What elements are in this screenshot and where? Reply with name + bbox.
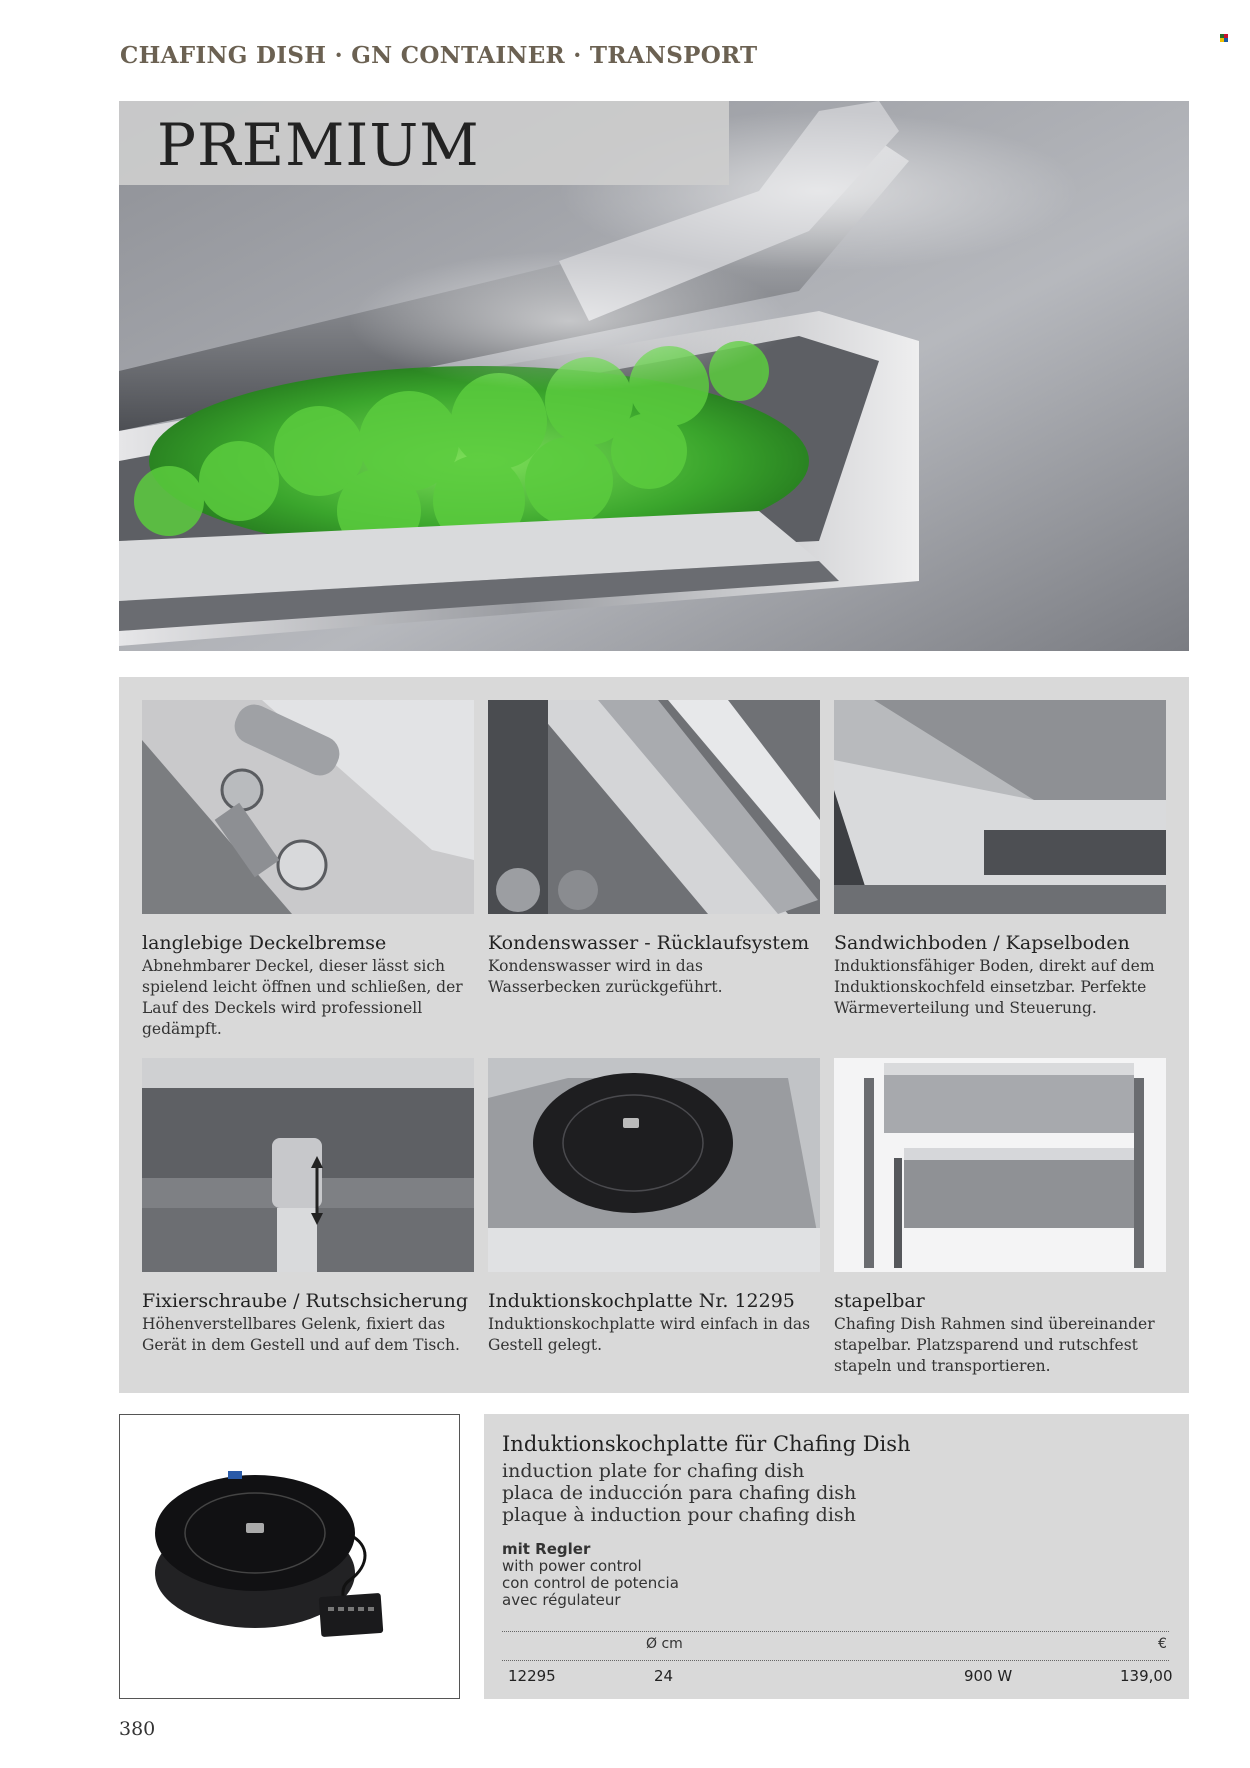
lid-brake-photo [142, 700, 474, 914]
sandwich-base-photo [834, 700, 1166, 914]
feature-title: langlebige Deckelbremse [142, 932, 387, 954]
feature-card-lid-brake [142, 700, 474, 1040]
fixing-screw-photo [142, 1058, 474, 1272]
table-header-price: € [1158, 1636, 1167, 1652]
table-cell-diameter: 24 [654, 1667, 674, 1685]
feature-description: Abnehmbarer Deckel, dieser lässt sich spielend leicht öffnen und schließen, der Lauf des Deckels wird professionell gedämpft. [142, 957, 463, 1038]
feature-card-condensate [488, 700, 820, 998]
feature-description: Induktionskochplatte wird einfach in das Gestell gelegt. [488, 1315, 811, 1354]
option-es: con control de potencia [502, 1574, 679, 1592]
feature-card-sandwich-base [834, 700, 1166, 1019]
product-title: Induktionskochplatte für Chafing Dish [502, 1432, 911, 1456]
feature-description: Kondenswasser wird in das Wasserbecken zurückgeführt. [488, 957, 723, 996]
brand-color-mark [1220, 34, 1230, 42]
section-header: CHAFING DISH · GN CONTAINER · TRANSPORT [120, 42, 758, 69]
option-en: with power control [502, 1557, 642, 1575]
product-info-panel [484, 1414, 1189, 1699]
product-name-es: placa de inducción para chafing dish [502, 1482, 857, 1504]
feature-card-stackable [834, 1058, 1166, 1377]
feature-card-induction-plate [488, 1058, 820, 1356]
option-fr: avec régulateur [502, 1591, 621, 1609]
feature-title: Induktionskochplatte Nr. 12295 [488, 1290, 795, 1312]
option-label: mit Regler [502, 1540, 591, 1558]
feature-title: stapelbar [834, 1290, 925, 1312]
product-image-box [119, 1414, 460, 1699]
stackable-photo [834, 1058, 1166, 1272]
feature-description: Höhenverstellbares Gelenk, fixiert das Gerät in dem Gestell und auf dem Tisch. [142, 1315, 460, 1354]
condensate-photo [488, 700, 820, 914]
feature-title: Sandwichboden / Kapselboden [834, 932, 1130, 954]
features-panel [119, 677, 1189, 1393]
table-cell-article: 12295 [508, 1667, 556, 1685]
feature-description: Induktionsfähiger Boden, direkt auf dem Induktionskochfeld einsetzbar. Perfekte Wärmeverteilung und Steuerung. [834, 957, 1155, 1017]
feature-title: Kondenswasser - Rücklaufsystem [488, 932, 810, 954]
product-name-fr: plaque à induction pour chafing dish [502, 1504, 856, 1526]
table-cell-price: 139,00 [1120, 1667, 1173, 1685]
product-name-en: induction plate for chafing dish [502, 1460, 805, 1482]
table-divider-top [502, 1631, 1169, 1632]
table-cell-power: 900 W [964, 1667, 1013, 1685]
hero-image [119, 101, 1189, 651]
table-divider-bottom [502, 1660, 1169, 1661]
feature-title: Fixierschraube / Rutschsicherung [142, 1290, 469, 1312]
hero-title-banner [119, 101, 729, 185]
feature-description: Chafing Dish Rahmen sind übereinander stapelbar. Platzsparend und rutschfest stapeln und transportieren. [834, 1315, 1155, 1375]
feature-card-fixing-screw [142, 1058, 474, 1356]
page-number: 380 [119, 1718, 156, 1740]
hero-title: PREMIUM [157, 111, 480, 179]
induction-plate-with-controller-photo [120, 1415, 459, 1698]
induction-plate-photo [488, 1058, 820, 1272]
table-header-diameter: Ø cm [646, 1636, 683, 1652]
